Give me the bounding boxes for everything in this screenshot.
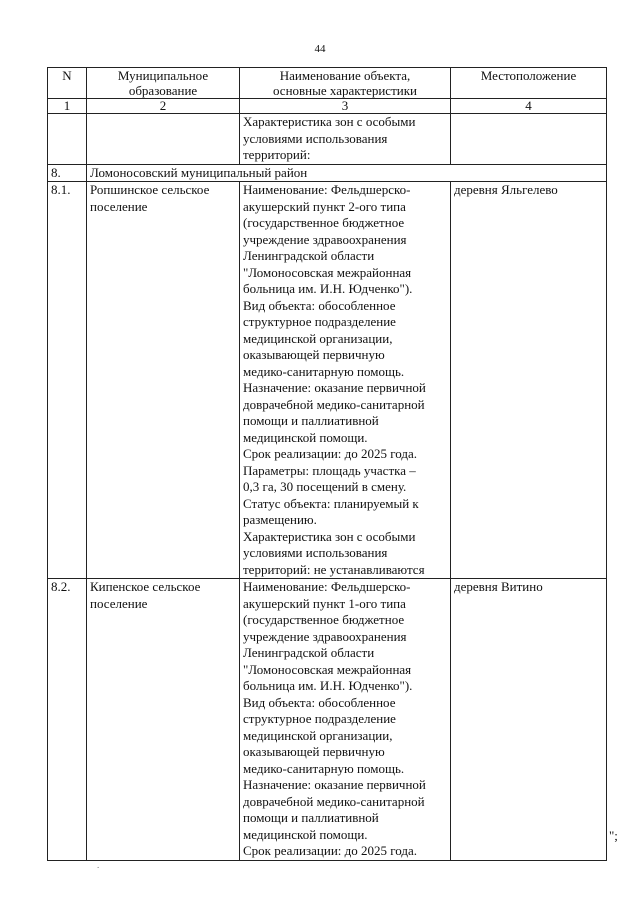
continuation-location — [451, 114, 607, 165]
row-object: Наименование: Фельдшерско- акушерский пункт 1-ого типа (государственное бюджетное учреждение здравоохранения Ленинградской области "Ломоносовская межрайонная больница им. И.Н. Юдченко"). Вид объекта: обособленное структурное подразделение медицинской организации, оказывающей первичную медико-санитарную помощь. Назначение: оказание первичной доврачебной медико-санитарной помощи и паллиативной медицинской помощи. Срок реализации: до 2025 года. — [240, 579, 451, 861]
header-location: Местоположение — [451, 68, 607, 99]
page-number: 44 — [314, 43, 326, 55]
column-number-1: 1 — [48, 99, 87, 114]
section-title: Ломоносовский муниципальный район — [87, 164, 607, 182]
continuation-object: Характеристика зон с особыми условиями использования территорий: — [240, 114, 451, 165]
column-number-row — [48, 99, 607, 114]
column-number-2: 2 — [87, 99, 240, 114]
footer-mark: . — [97, 860, 100, 870]
row-municipality: Ропшинское сельское поселение — [87, 182, 240, 579]
section-row — [48, 164, 607, 182]
header-row — [48, 68, 607, 99]
row-number: 8.1. — [48, 182, 87, 579]
row-object: Наименование: Фельдшерско- акушерский пункт 2-ого типа (государственное бюджетное учреждение здравоохранения Ленинградской области "Ломоносовская межрайонная больница им. И.Н. Юдченко"). Вид объекта: обособленное структурное подразделение медицинской организации, оказывающей первичную медико-санитарную помощь. Назначение: оказание первичной доврачебной медико-санитарной помощи и паллиативной медицинской помощи. Срок реализации: до 2025 года. Параметры: площадь участка – 0,3 га, 30 посещений в смену. Статус объекта: планируемый к размещению. Характеристика зон с особыми условиями использования территорий: не устанавливаются — [240, 182, 451, 579]
header-object: Наименование объекта, основные характеристики — [240, 68, 451, 99]
closing-quote: "; — [609, 828, 618, 843]
row-municipality: Кипенское сельское поселение — [87, 579, 240, 861]
row-location: деревня Яльгелево — [451, 182, 607, 579]
continuation-n — [48, 114, 87, 165]
document-table — [47, 67, 607, 861]
table-row — [48, 182, 607, 579]
header-n: N — [48, 68, 87, 99]
column-number-4: 4 — [451, 99, 607, 114]
row-number: 8.2. — [48, 579, 87, 861]
continuation-row — [48, 114, 607, 165]
section-number: 8. — [48, 164, 87, 182]
header-municipality: Муниципальное образование — [87, 68, 240, 99]
table-row — [48, 579, 607, 861]
column-number-3: 3 — [240, 99, 451, 114]
row-location: деревня Витино — [451, 579, 607, 861]
continuation-municipality — [87, 114, 240, 165]
